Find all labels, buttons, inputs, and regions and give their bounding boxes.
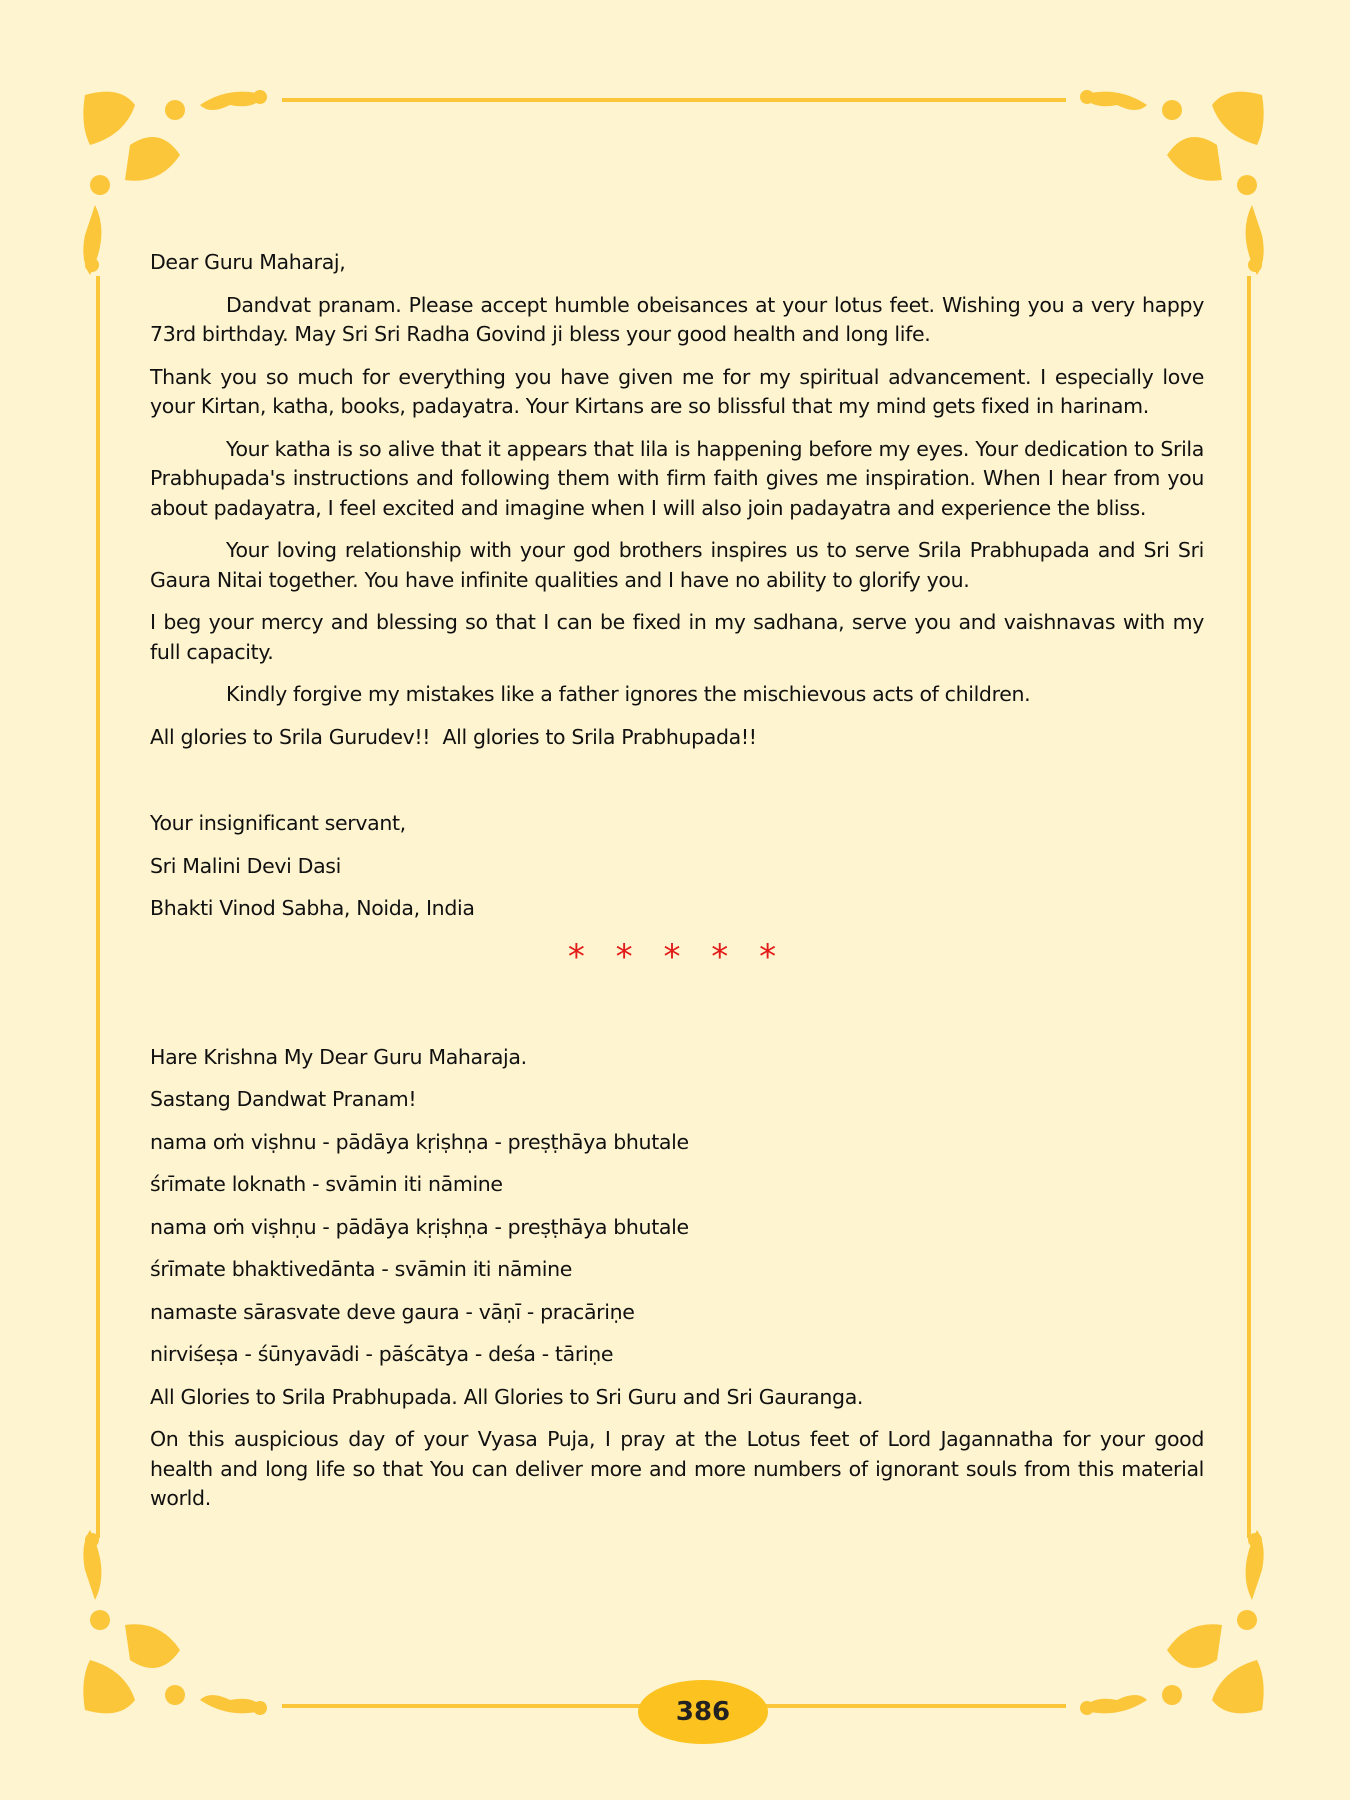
corner-ornament-icon — [80, 1520, 280, 1720]
paragraph: Dandvat pranam. Please accept humble obeisances at your lotus feet. Wishing you a very happy 73rd birthday. May Sri Sri Radha Govind ji bless your good health and long life. — [150, 292, 1204, 346]
border-top — [282, 98, 1066, 102]
verse-line: śrīmate bhaktivedānta - svāmin iti nāmine — [150, 1257, 572, 1281]
corner-ornament-icon — [1067, 1520, 1267, 1720]
paragraph: I beg your mercy and blessing so that I can be fixed in my sadhana, serve you and vaishnavas with my full capacity. — [150, 610, 1204, 664]
paragraph: On this auspicious day of your Vyasa Puja, I pray at the Lotus feet of Lord Jagannatha for your good health and long life so that You can deliver more and more numbers of ignorant souls from this material world. — [150, 1427, 1204, 1510]
border-right — [1247, 276, 1251, 1538]
closing: Your insignificant servant, — [150, 811, 406, 835]
salutation: Dear Guru Maharaj, — [150, 250, 346, 274]
paragraph: Your katha is so alive that it appears that lila is happening before my eyes. Your dedication to Srila Prabhupada's instructions and following them with firm faith gives me inspiration. When I hear from you about padayatra, I feel excited and imagine when I will also join padayatra and experience the bliss. — [150, 436, 1204, 520]
line: Sastang Dandwat Pranam! — [150, 1087, 417, 1111]
verse-line: nama oṁ viṣhnu - pādāya kṛiṣhṇa - preṣṭhāya bhutale — [150, 1129, 689, 1154]
border-left — [96, 276, 100, 1538]
border-bottom-left — [282, 1704, 642, 1708]
paragraph: Your loving relationship with your god brothers inspires us to serve Srila Prabhupada and Sri Sri Gaura Nitai together. You have infinite qualities and I have no ability to glorify you. — [150, 538, 1204, 592]
page-content — [150, 248, 1204, 1527]
verse-line: śrīmate loknath - svāmin iti nāmine — [150, 1172, 503, 1196]
line: Hare Krishna My Dear Guru Maharaja. — [150, 1044, 527, 1069]
signature-name: Sri Malini Devi Dasi — [150, 853, 341, 878]
line: All Glories to Srila Prabhupada. All Glories to Sri Guru and Sri Gauranga. — [150, 1384, 864, 1409]
border-bottom-right — [764, 1704, 1066, 1708]
paragraph: Thank you so much for everything you have given me for my spiritual advancement. I especially love your Kirtan, katha, books, padayatra. Your Kirtans are so blissful that my mind gets fixed in harinam. — [150, 364, 1204, 418]
verse-line: nama oṁ viṣhṇu - pādāya kṛiṣhṇa - preṣṭhāya bhutale — [150, 1214, 689, 1239]
paragraph: All glories to Srila Gurudev!! All glories to Srila Prabhupada!! — [150, 724, 757, 749]
verse-line: namaste sārasvate deve gaura - vāṇī - pracāriṇe — [150, 1299, 635, 1324]
paragraph: Kindly forgive my mistakes like a father ignores the mischievous acts of children. — [226, 682, 1031, 706]
verse-line: nirviśeṣa - śūnyavādi - pāścātya - deśa - tāriṇe — [150, 1342, 614, 1366]
page-number: 386 — [638, 1680, 768, 1744]
separator-stars: * * * * * — [567, 936, 787, 977]
signature-location: Bhakti Vinod Sabha, Noida, India — [150, 896, 475, 920]
